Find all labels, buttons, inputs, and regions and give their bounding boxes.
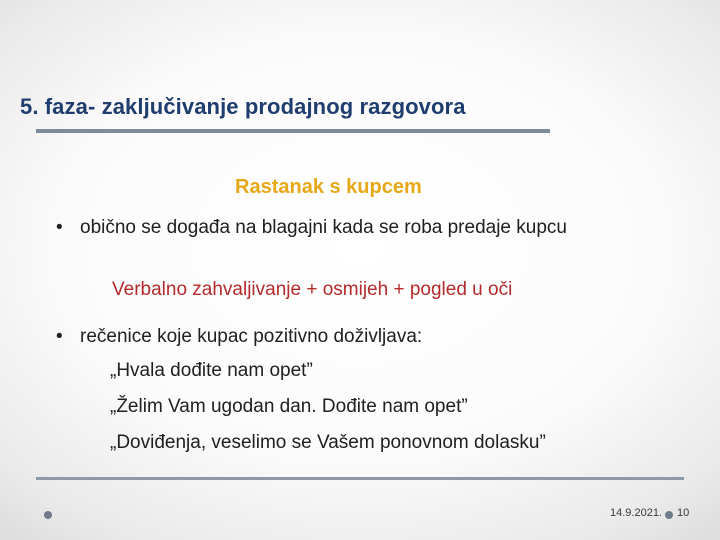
bullet-marker: • bbox=[56, 217, 63, 238]
title-underline bbox=[36, 129, 550, 133]
quote-line: „Doviđenja, veselimo se Vašem ponovnom dolasku” bbox=[110, 432, 546, 453]
bullet-text: obično se događa na blagajni kada se roba predaje kupcu bbox=[80, 217, 567, 238]
quote-line: „Hvala dođite nam opet” bbox=[110, 360, 313, 381]
slide-subtitle: Rastanak s kupcem bbox=[235, 176, 422, 198]
quote-line: „Želim Vam ugodan dan. Dođite nam opet” bbox=[110, 396, 468, 417]
highlight-text: Verbalno zahvaljivanje + osmijeh + pogled u oči bbox=[112, 279, 513, 300]
footer-dot-left bbox=[44, 511, 52, 519]
slide-title: 5. faza- zaključivanje prodajnog razgovora bbox=[20, 94, 466, 119]
footer-rule bbox=[36, 477, 684, 480]
footer-dot-right bbox=[665, 511, 673, 519]
page-number: 10 bbox=[677, 507, 690, 519]
bullet-marker: • bbox=[56, 326, 63, 347]
bullet-text: rečenice koje kupac pozitivno doživljava: bbox=[80, 326, 423, 347]
footer-date: 14.9.2021. bbox=[610, 507, 662, 519]
